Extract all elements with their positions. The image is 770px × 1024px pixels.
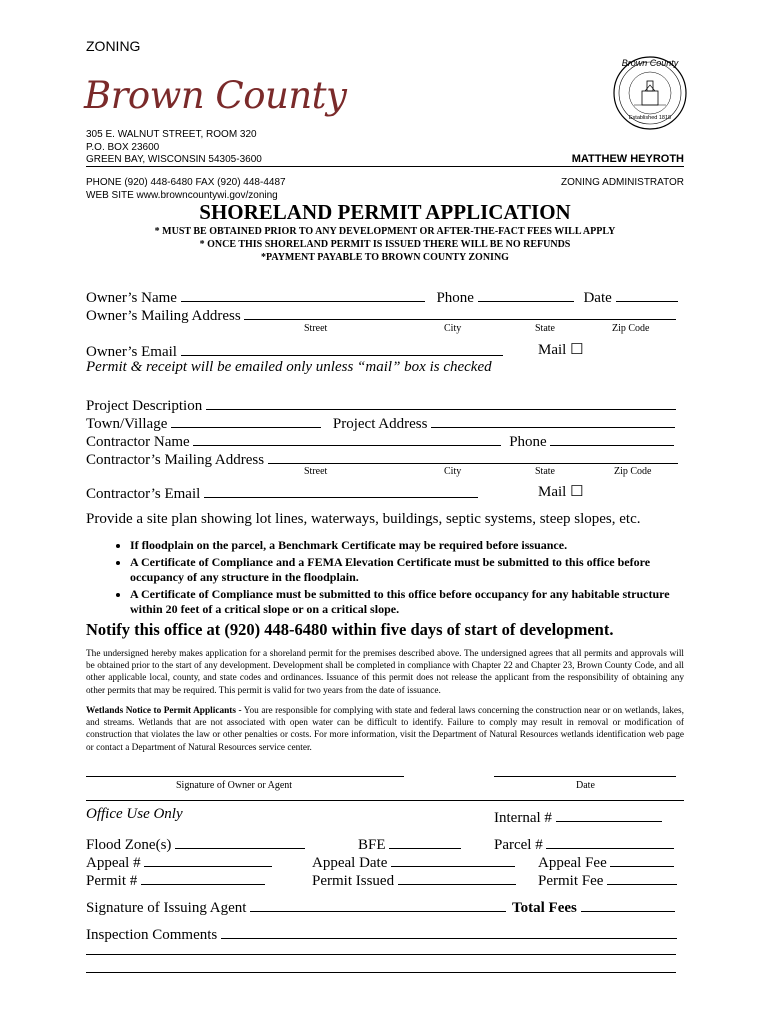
contractor-email-row: [86, 482, 478, 503]
contractor-mailing-field[interactable]: [268, 448, 678, 464]
internal-field[interactable]: [556, 806, 662, 822]
owner-phone-label: Phone: [436, 290, 474, 306]
appeal-fee-field[interactable]: [610, 851, 674, 867]
project-description-label: Project Description: [86, 398, 203, 414]
checkbox-icon[interactable]: ☐: [570, 484, 584, 500]
bfe-field[interactable]: [389, 833, 461, 849]
town-label: Town/Village: [86, 416, 168, 432]
address-line-3: GREEN BAY, WISCONSIN 54305-3600: [86, 154, 262, 165]
contractor-zip-caption: Zip Code: [614, 466, 652, 477]
inspection-field[interactable]: [221, 923, 677, 939]
owner-email-field[interactable]: [181, 340, 503, 356]
permit-fee-field[interactable]: [607, 869, 677, 885]
contractor-city-caption: City: [444, 466, 462, 477]
owner-signature-line[interactable]: [86, 776, 404, 777]
appeal-fee-label: Appeal Fee: [538, 855, 607, 871]
parcel-field[interactable]: [546, 833, 674, 849]
permit-row: [86, 869, 265, 890]
checkbox-icon[interactable]: ☐: [570, 342, 584, 358]
notify-heading: Notify this office at (920) 448-6480 within five days of start of development.: [86, 620, 614, 639]
owner-signature-caption: Signature of Owner or Agent: [176, 780, 293, 791]
notice-1: * MUST BE OBTAINED PRIOR TO ANY DEVELOPMENT OR AFTER-THE-FACT FEES WILL APPLY: [154, 226, 616, 237]
inspection-row: [86, 923, 677, 944]
contractor-state-caption: State: [535, 466, 555, 477]
contractor-email-field[interactable]: [204, 482, 478, 498]
requirements-list: [112, 538, 705, 619]
contractor-mail-checkbox[interactable]: [538, 482, 584, 501]
project-address-label: Project Address: [332, 416, 428, 432]
contact-block: [86, 177, 286, 202]
total-fees-field[interactable]: [581, 896, 675, 912]
owner-date-label: Date: [583, 290, 612, 306]
contractor-street-caption: Street: [304, 466, 328, 477]
contractor-email-label: Contractor’s Email: [86, 486, 201, 502]
office-use-title: Office Use Only: [86, 806, 183, 822]
office-divider: [86, 800, 684, 801]
owner-date-field[interactable]: [616, 286, 678, 302]
bfe-label: BFE: [358, 837, 386, 853]
contractor-name-label: Contractor Name: [86, 434, 190, 450]
requirement-item: • A Certificate of Compliance must be submitted to this office before occupancy for any habitable structure within 20 feet of a critical slope or on a critical slope.: [130, 587, 705, 618]
contractor-name-field[interactable]: [193, 430, 501, 446]
owner-street-caption: Street: [304, 323, 328, 334]
permit-issued-row: [312, 869, 516, 890]
signature-date-caption: Date: [576, 780, 595, 791]
owner-mailing-label: Owner’s Mailing Address: [86, 308, 241, 324]
contractor-mailing-label: Contractor’s Mailing Address: [86, 452, 265, 468]
admin-title: ZONING ADMINISTRATOR: [561, 177, 684, 188]
notice-3: *PAYMENT PAYABLE TO BROWN COUNTY ZONING: [261, 252, 509, 263]
phone-fax: PHONE (920) 448-6480 FAX (920) 448-4487: [86, 177, 286, 188]
owner-city-caption: City: [444, 323, 462, 334]
seal-subtext: Established 1818: [628, 115, 672, 121]
wetlands-heading: Wetlands Notice to Permit Applicants -: [86, 706, 242, 716]
total-fees-label: Total Fees: [512, 900, 577, 916]
contractor-mail-label: Mail: [538, 484, 567, 500]
address-line-1: 305 E. WALNUT STREET, ROOM 320: [86, 129, 257, 140]
legal-paragraph: The undersigned hereby makes application for a shoreland permit for the premises described above. The undersigned agrees that all permits and approvals will be obtained prior to the start of any development. Development shall be completed in compliance with Chapter 22 and Chapter 23, Brown County Code, and all other applicable local, county, and state codes and ordinances. Issuance of this permit does not release the applicant from the responsibility of obtaining any other permits that may be required. This permit is valid for two years from the date of issuance.: [86, 649, 684, 696]
flood-zone-label: Flood Zone(s): [86, 837, 172, 853]
owner-mail-checkbox[interactable]: [538, 340, 584, 359]
total-fees-row: [512, 896, 675, 917]
owner-zip-caption: Zip Code: [612, 323, 650, 334]
flood-zone-field[interactable]: [175, 833, 305, 849]
contractor-mailing-row: [86, 448, 678, 469]
inspection-line-2[interactable]: [86, 954, 676, 955]
permit-field[interactable]: [141, 869, 265, 885]
parcel-label: Parcel #: [494, 837, 543, 853]
owner-mail-label: Mail: [538, 342, 567, 358]
owner-name-field[interactable]: [181, 286, 425, 302]
inspection-label: Inspection Comments: [86, 927, 218, 943]
project-address-field[interactable]: [431, 412, 675, 428]
owner-name-label: Owner’s Name: [86, 290, 177, 306]
permit-fee-label: Permit Fee: [538, 873, 604, 889]
email-note: Permit & receipt will be emailed only unless “mail” box is checked: [86, 359, 492, 375]
website: WEB SITE www.browncountywi.gov/zoning: [86, 189, 278, 201]
owner-mailing-field[interactable]: [244, 304, 676, 320]
inspection-line-3[interactable]: [86, 972, 676, 973]
header-divider: [86, 166, 684, 167]
issuing-agent-label: Signature of Issuing Agent: [86, 900, 247, 916]
requirement-item: • A Certificate of Compliance and a FEMA Elevation Certificate must be submitted to this office before occupancy of any structure in the floodplain.: [130, 555, 705, 586]
admin-name: MATTHEW HEYROTH: [571, 153, 684, 165]
permit-issued-label: Permit Issued: [312, 873, 395, 889]
permit-fee-row: [538, 869, 677, 890]
owner-email-row: [86, 340, 503, 361]
issuing-agent-row: [86, 896, 506, 917]
page-title: SHORELAND PERMIT APPLICATION: [199, 200, 571, 224]
zoning-label: ZONING: [86, 38, 141, 54]
issuing-agent-field[interactable]: [250, 896, 506, 912]
notice-2: * ONCE THIS SHORELAND PERMIT IS ISSUED THERE WILL BE NO REFUNDS: [199, 239, 571, 250]
notices: [0, 225, 770, 264]
address-block: [86, 129, 262, 167]
wetlands-notice: [86, 705, 684, 754]
signature-date-line[interactable]: [494, 776, 676, 777]
project-description-field[interactable]: [206, 394, 676, 410]
internal-row: [494, 806, 662, 827]
appeal-label: Appeal #: [86, 855, 141, 871]
requirement-item: • If floodplain on the parcel, a Benchmark Certificate may be required before issuance.: [130, 538, 705, 554]
contractor-phone-field[interactable]: [550, 430, 674, 446]
seal-text: Brown County: [621, 58, 679, 68]
county-logo-text: Brown County: [84, 74, 347, 117]
wetlands-text: You are responsible for complying with state and federal laws concerning the construction near or on wetlands, lakes, and streams. Wetlands that are not associated with open water can be difficult to identify. Failure to comply may result in removal or modification of construction that violates the law or other penalties or costs. For more information, visit the Department of Natural Resources wetlands identification web page or contact a Department of Natural Resources service center.: [86, 706, 684, 753]
appeal-date-label: Appeal Date: [312, 855, 388, 871]
site-plan-note: Provide a site plan showing lot lines, waterways, buildings, septic systems, steep slopes, etc.: [86, 511, 641, 527]
owner-state-caption: State: [535, 323, 555, 334]
contractor-phone-label: Phone: [509, 434, 547, 450]
permit-issued-field[interactable]: [398, 869, 516, 885]
appeal-field[interactable]: [144, 851, 272, 867]
internal-label: Internal #: [494, 810, 552, 826]
permit-label: Permit #: [86, 873, 138, 889]
address-line-2: P.O. BOX 23600: [86, 141, 160, 153]
appeal-date-field[interactable]: [391, 851, 515, 867]
owner-mailing-row: [86, 304, 676, 325]
owner-email-label: Owner’s Email: [86, 344, 177, 360]
town-field[interactable]: [171, 412, 321, 428]
owner-phone-field[interactable]: [478, 286, 574, 302]
